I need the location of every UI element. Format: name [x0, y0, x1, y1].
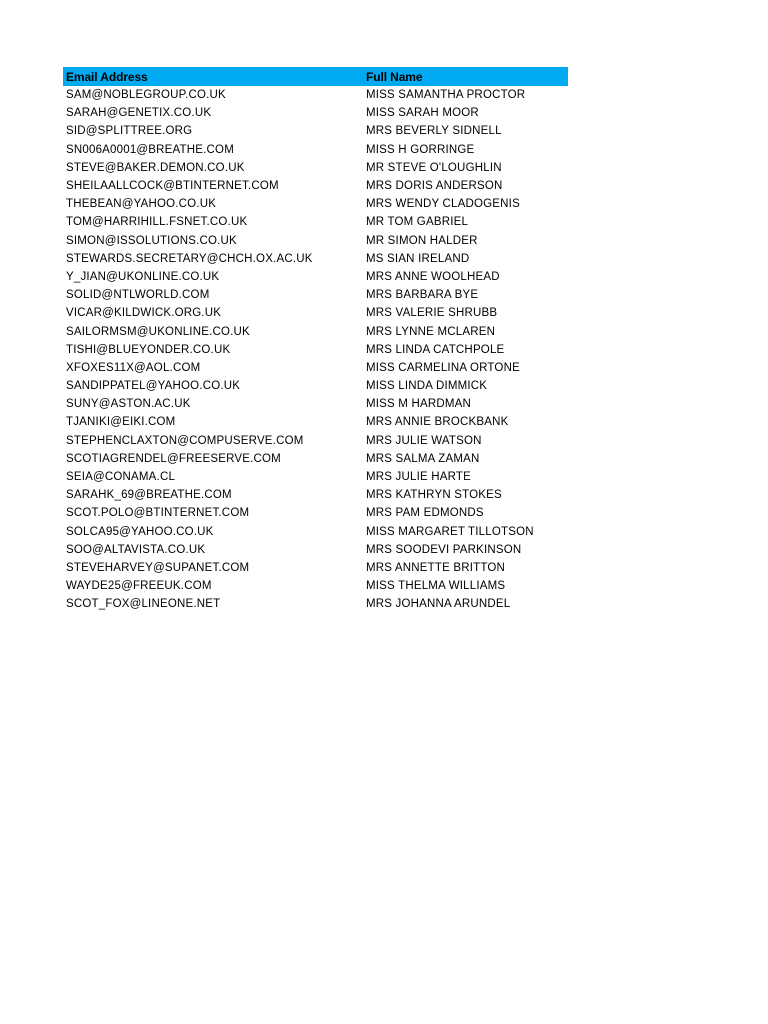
email-cell: TISHI@BLUEYONDER.CO.UK — [66, 343, 231, 356]
table-row — [63, 523, 568, 541]
full-name-cell: MRS ANNETTE BRITTON — [366, 561, 506, 574]
table-row — [63, 195, 568, 213]
full-name-cell: MRS PAM EDMONDS — [366, 507, 484, 520]
table-row — [63, 559, 568, 577]
table-row — [63, 359, 568, 377]
table-row — [63, 486, 568, 504]
table-row — [63, 122, 568, 140]
table-row — [63, 304, 568, 322]
full-name-cell: MRS KATHRYN STOKES — [366, 489, 502, 502]
full-name-cell: MRS LINDA CATCHPOLE — [366, 343, 505, 356]
table-row — [63, 177, 568, 195]
table-row — [63, 468, 568, 486]
full-name-cell: MRS WENDY CLADOGENIS — [366, 198, 520, 211]
table-row — [63, 141, 568, 159]
table-row — [63, 541, 568, 559]
table-row — [63, 341, 568, 359]
email-cell: SOO@ALTAVISTA.CO.UK — [66, 543, 206, 556]
email-cell: WAYDE25@FREEUK.COM — [66, 580, 212, 593]
table-row — [63, 232, 568, 250]
full-name-cell: MRS SOODEVI PARKINSON — [366, 543, 522, 556]
full-name-cell: MR STEVE O'LOUGHLIN — [366, 161, 502, 174]
full-name-cell: MRS JULIE HARTE — [366, 471, 472, 484]
email-cell: SCOTIAGRENDEL@FREESERVE.COM — [66, 452, 281, 465]
email-cell: STEVEHARVEY@SUPANET.COM — [66, 561, 250, 574]
full-name-cell: MRS ANNIE BROCKBANK — [366, 416, 509, 429]
table-row — [63, 104, 568, 122]
full-name-cell: MISS LINDA DIMMICK — [366, 380, 488, 393]
spreadsheet-table — [63, 67, 568, 613]
email-cell: TOM@HARRIHILL.FSNET.CO.UK — [66, 216, 248, 229]
full-name-cell: MS SIAN IRELAND — [366, 252, 470, 265]
table-body — [63, 86, 568, 613]
full-name-cell: MR TOM GABRIEL — [366, 216, 469, 229]
table-header-row — [63, 67, 568, 86]
email-cell: STEPHENCLAXTON@COMPUSERVE.COM — [66, 434, 304, 447]
email-cell: STEWARDS.SECRETARY@CHCH.OX.AC.UK — [66, 252, 313, 265]
full-name-cell: MR SIMON HALDER — [366, 234, 478, 247]
email-cell: Y_JIAN@UKONLINE.CO.UK — [66, 270, 220, 283]
full-name-cell: MRS SALMA ZAMAN — [366, 452, 480, 465]
email-cell: SOLID@NTLWORLD.COM — [66, 289, 210, 302]
email-cell: SN006A0001@BREATHE.COM — [66, 143, 234, 156]
email-cell: SEIA@CONAMA.CL — [66, 471, 176, 484]
email-cell: SIMON@ISSOLUTIONS.CO.UK — [66, 234, 237, 247]
email-cell: SAILORMSM@UKONLINE.CO.UK — [66, 325, 250, 338]
full-name-cell: MRS JOHANNA ARUNDEL — [366, 598, 511, 611]
full-name-cell: MRS BARBARA BYE — [366, 289, 479, 302]
full-name-cell: MRS LYNNE MCLAREN — [366, 325, 496, 338]
full-name-cell: MISS MARGARET TILLOTSON — [366, 525, 534, 538]
email-cell: SANDIPPATEL@YAHOO.CO.UK — [66, 380, 241, 393]
table-row — [63, 432, 568, 450]
full-name-cell: MRS ANNE WOOLHEAD — [366, 270, 500, 283]
email-cell: SID@SPLITTREE.ORG — [66, 125, 193, 138]
email-cell: SAM@NOBLEGROUP.CO.UK — [66, 89, 226, 102]
email-cell: XFOXES11X@AOL.COM — [66, 361, 201, 374]
table-row — [63, 395, 568, 413]
full-name-cell: MRS VALERIE SHRUBB — [366, 307, 498, 320]
full-name-cell: MISS CARMELINA ORTONE — [366, 361, 520, 374]
table-row — [63, 250, 568, 268]
table-row — [63, 268, 568, 286]
table-row — [63, 577, 568, 595]
full-name-cell: MRS BEVERLY SIDNELL — [366, 125, 502, 138]
table-row — [63, 450, 568, 468]
email-cell: SOLCA95@YAHOO.CO.UK — [66, 525, 214, 538]
full-name-cell: MRS DORIS ANDERSON — [366, 180, 503, 193]
email-cell: VICAR@KILDWICK.ORG.UK — [66, 307, 222, 320]
table-row — [63, 86, 568, 104]
table-row — [63, 322, 568, 340]
table-row — [63, 159, 568, 177]
email-cell: STEVE@BAKER.DEMON.CO.UK — [66, 161, 245, 174]
email-cell: THEBEAN@YAHOO.CO.UK — [66, 198, 217, 211]
table-row — [63, 213, 568, 231]
header-email-address: Email Address — [66, 69, 148, 84]
table-row — [63, 286, 568, 304]
full-name-cell: MISS SAMANTHA PROCTOR — [366, 89, 526, 102]
full-name-cell: MISS H GORRINGE — [366, 143, 475, 156]
full-name-cell: MISS M HARDMAN — [366, 398, 472, 411]
email-cell: SARAH@GENETIX.CO.UK — [66, 107, 212, 120]
full-name-cell: MISS THELMA WILLIAMS — [366, 580, 506, 593]
table-row — [63, 413, 568, 431]
email-cell: SCOT_FOX@LINEONE.NET — [66, 598, 221, 611]
email-cell: SARAHK_69@BREATHE.COM — [66, 489, 232, 502]
email-cell: TJANIKI@EIKI.COM — [66, 416, 176, 429]
full-name-cell: MRS JULIE WATSON — [366, 434, 482, 447]
full-name-cell: MISS SARAH MOOR — [366, 107, 479, 120]
email-cell: SHEILAALLCOCK@BTINTERNET.COM — [66, 180, 279, 193]
table-row — [63, 504, 568, 522]
email-cell: SUNY@ASTON.AC.UK — [66, 398, 191, 411]
header-full-name: Full Name — [366, 69, 423, 84]
email-cell: SCOT.POLO@BTINTERNET.COM — [66, 507, 250, 520]
table-row — [63, 377, 568, 395]
table-row — [63, 595, 568, 613]
